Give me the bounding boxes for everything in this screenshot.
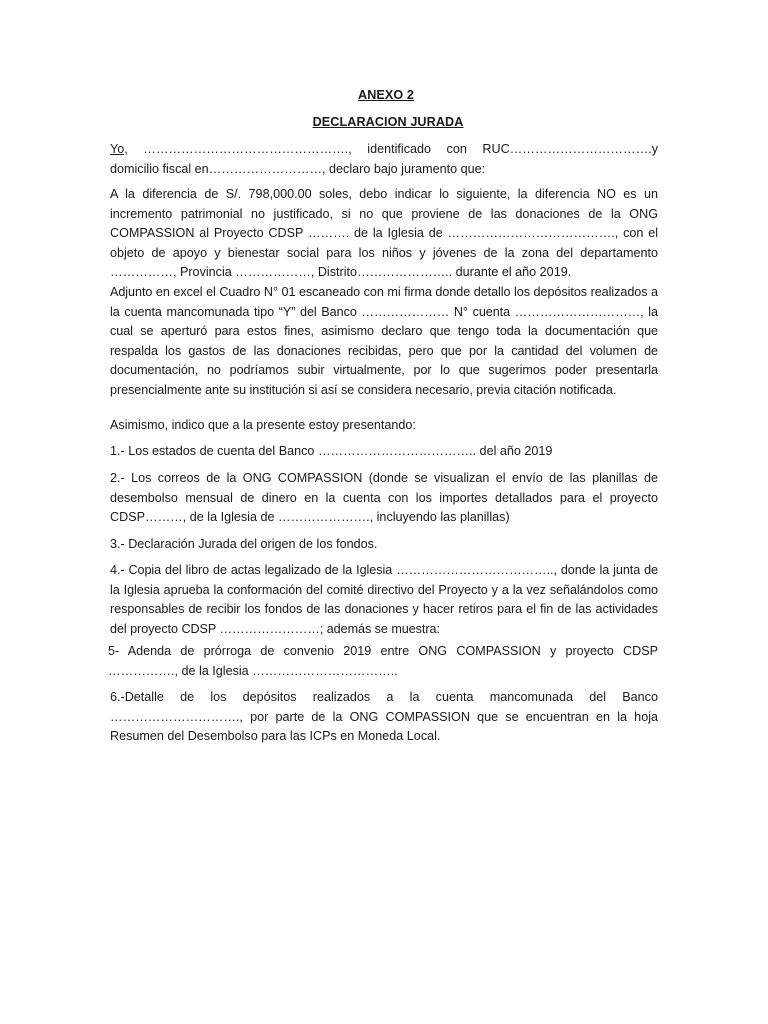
- presenting-paragraph: Asimismo, indico que a la presente estoy presentando:: [110, 418, 416, 432]
- list-item: 5- Adenda de prórroga de convenio 2019 entre ONG COMPASSION y proyecto CDSP ……………., de la Iglesia ……………………………..: [108, 644, 658, 678]
- list-item: 6.-Detalle de los depósitos realizados a la cuenta mancomunada del Banco …………………………., por parte de la ONG COMPASSION que se encuentran en la hoja Resumen del Desembolso para las ICPs en Moneda Local.: [110, 690, 658, 744]
- list-item: 1.- Los estados de cuenta del Banco ……………………………….. del año 2019: [110, 444, 553, 458]
- list-item: 3.- Declaración Jurada del origen de los fondos.: [110, 537, 378, 551]
- attachment-paragraph: Adjunto en excel el Cuadro N° 01 escaneado con mi firma donde detallo los depósitos realizados a la cuenta mancomunada tipo “Y” del Banco ………………… N° cuenta …………………………, la cual se aperturó para estos fines, asimismo declaro que tengo toda la documentación que respalda los gastos de las donaciones recibidas, pero que por la cantidad del volumen de documentación, no podríamos subir virtualmente, por lo que sugerimos poder presentarla presencialmente ante su institución si así se considera necesario, previa citación notificada.: [110, 285, 658, 397]
- list-item: 2.- Los correos de la ONG COMPASSION (donde se visualizan el envío de las planillas de desembolso mensual de dinero en la cuenta con los importes detallados para el proyecto CDSP………, de la Iglesia de …………………., incluyendo las planillas): [110, 471, 658, 525]
- annex-title: ANEXO 2: [358, 88, 414, 102]
- intro-yo: Yo,: [110, 142, 128, 156]
- intro-text: …………………………………………., identificado con RUC…………………………….y domicilio fiscal en………………………, declaro bajo juramento que:: [110, 142, 658, 176]
- intro-paragraph: [110, 140, 658, 179]
- difference-paragraph: A la diferencia de S/. 798,000.00 soles, debo indicar lo siguiente, la diferencia NO es un incremento patrimonial no justificado, si no que proviene de las donaciones de la ONG COMPASSION al Proyecto CDSP ………. de la Iglesia de …………………………………., con el objeto de apoyo y bienestar social para los niños y jóvenes de la zona del departamento ……………, Provincia ………………, Distrito………………….. durante el año 2019.: [110, 187, 658, 280]
- list-item: 4.- Copia del libro de actas legalizado de la Iglesia ……………………………….., donde la junta de la Iglesia aprueba la conformación del comité directivo del Proyecto y a la vez señalándolos como responsables de recibir los fondos de las donaciones y hacer retiros para el fin de las actividades del proyecto CDSP ……………………; además se muestra:: [110, 563, 658, 636]
- document-title: DECLARACION JURADA: [312, 115, 464, 129]
